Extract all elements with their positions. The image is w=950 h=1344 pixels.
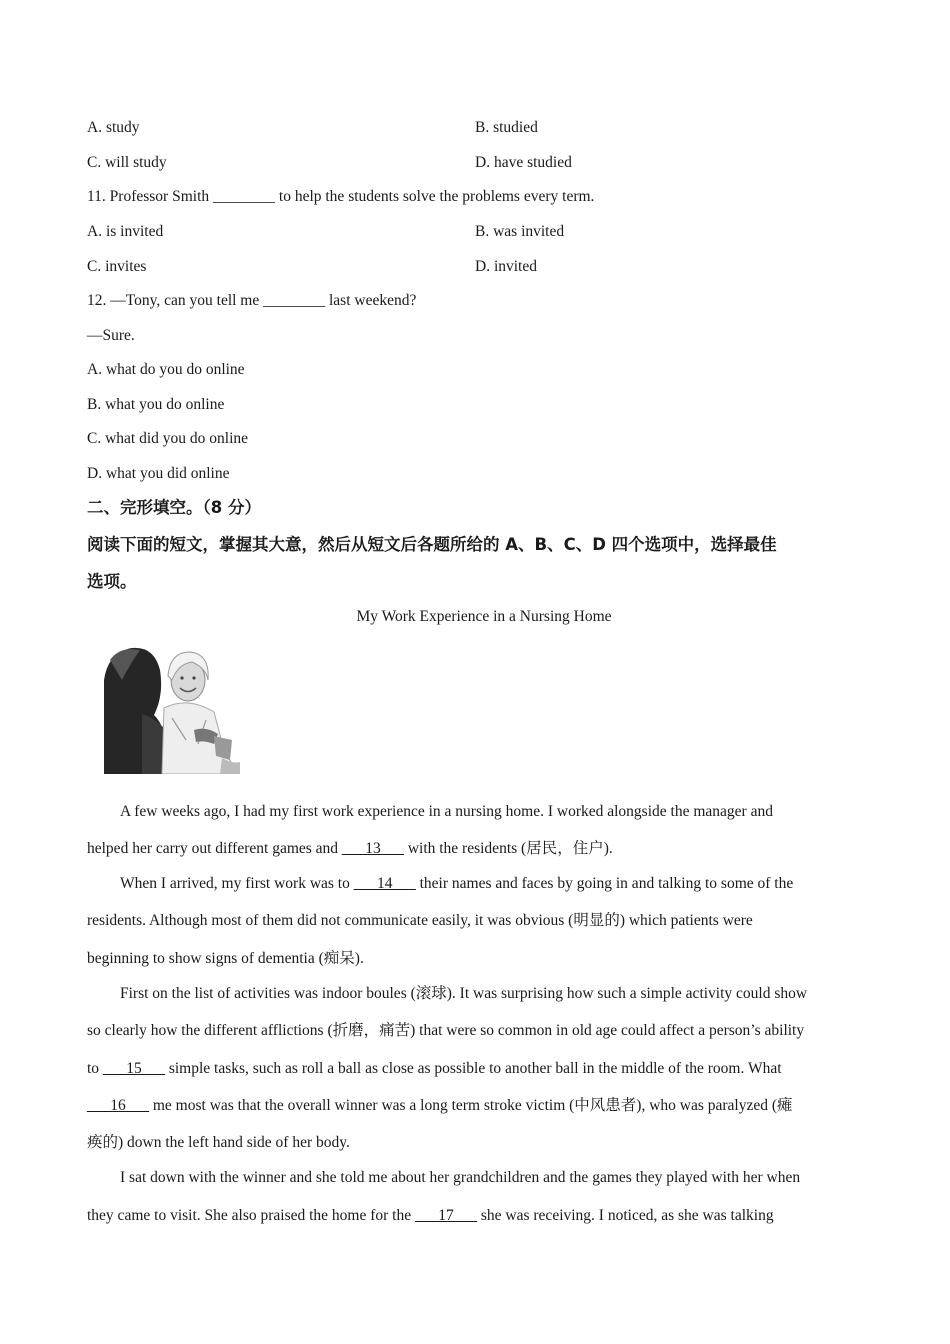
q12-reply: —Sure. [87,327,135,344]
passage-p2-line1 [120,874,900,894]
passage-p1-line1: A few weeks ago, I had my first work experience in a nursing home. I worked alongside the manager and [120,803,773,820]
q11-option-c: C. invites [87,258,147,275]
section-heading: 二、完形填空。（8 分） [87,498,261,517]
nursing-home-photo [102,640,242,774]
blank-16: ___16___ [87,1097,149,1114]
section-instructions-line2: 选项。 [87,572,137,591]
q10-option-c: C. will study [87,154,167,171]
text-segment: helped her carry out different games and [87,840,342,857]
q10-option-d: D. have studied [475,154,572,171]
passage-p3-line3 [87,1059,867,1079]
blank-15: ___15___ [102,1060,165,1077]
text-segment: their names and faces by going in and talking to some of the [415,875,794,892]
q12-option-b: B. what you do online [87,396,225,413]
q11-option-b: B. was invited [475,223,565,240]
q12-option-c: C. what did you do online [87,430,249,447]
q11-stem: 11. Professor Smith ________ to help the students solve the problems every term. [87,188,595,205]
passage-p2-line3: beginning to show signs of dementia (痴呆). [87,950,364,967]
passage-p3-line5: 痪的) down the left hand side of her body. [87,1134,350,1151]
blank-14: ___14___ [353,875,416,892]
text-segment: she was receiving. I noticed, as she was talking [477,1207,774,1224]
passage-title: My Work Experience in a Nursing Home [356,608,612,625]
text-segment: When I arrived, my first work was to [120,875,354,892]
q12-option-a: A. what do you do online [87,361,245,378]
section-instructions-line1: 阅读下面的短文，掌握其大意，然后从短文后各题所给的 A、B、C、D 四个选项中，选择最佳 [87,535,777,554]
passage-p1-line2 [87,839,867,859]
blank-13: ___13___ [341,840,404,857]
text-segment: simple tasks, such as roll a ball as close as possible to another ball in the middle of the room. What [164,1060,782,1077]
passage-p3-line4 [87,1096,867,1116]
passage-p3-line1: First on the list of activities was indoor boules (滚球). It was surprising how such a simple activity could show [120,985,808,1002]
passage-p4-line1: I sat down with the winner and she told me about her grandchildren and the games they played with her when [120,1169,801,1186]
q11-option-a: A. is invited [87,223,164,240]
text-segment: they came to visit. She also praised the home for the [87,1207,415,1224]
q11-option-d: D. invited [475,258,537,275]
passage-p3-line2: so clearly how the different afflictions (折磨，痛苦) that were so common in old age could affect a person’s ability [87,1022,805,1039]
q10-option-b: B. studied [475,119,538,136]
passage-p2-line2: residents. Although most of them did not communicate easily, it was obvious (明显的) which patients were [87,912,753,929]
blank-17: ___17___ [415,1207,477,1224]
passage-p4-line2 [87,1206,867,1226]
text-segment: me most was that the overall winner was a long term stroke victim (中风患者), who was paralyzed (瘫 [149,1097,793,1114]
q12-stem: 12. —Tony, can you tell me ________ last weekend? [87,292,417,309]
text-segment: with the residents (居民，住户). [403,840,613,857]
text-segment: to [87,1060,103,1077]
q12-option-d: D. what you did online [87,465,230,482]
q10-option-a: A. study [87,119,140,136]
